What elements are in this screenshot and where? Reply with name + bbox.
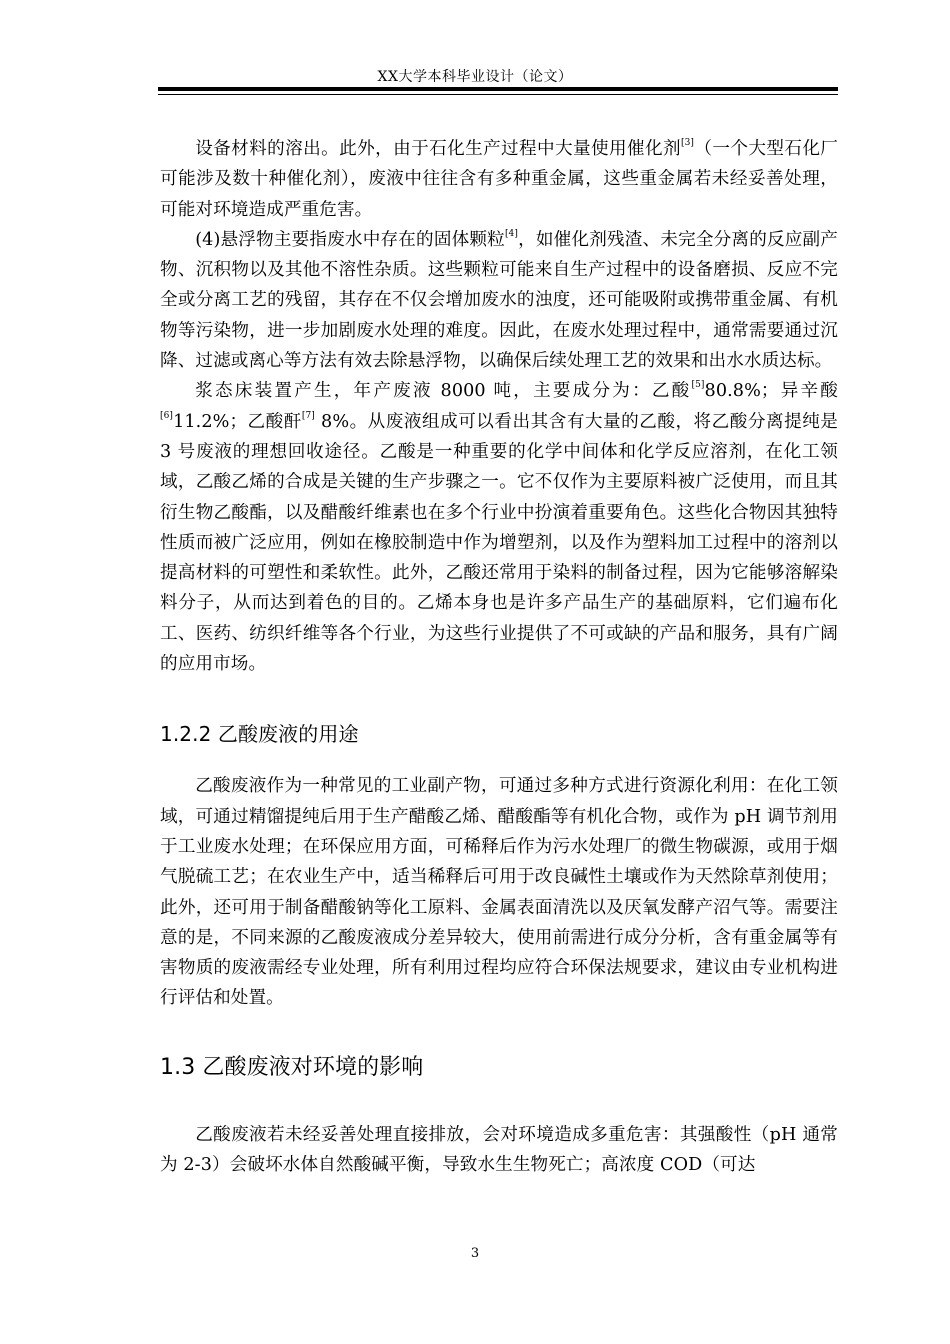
- document-body: [160, 134, 838, 1180]
- paragraph-environment-impact: 乙酸废液若未经妥善处理直接排放，会对环境造成多重危害：其强酸性（pH 通常为 2-3）会破坏水体自然酸碱平衡，导致水生生物死亡；高浓度 COD（可达: [160, 1124, 838, 1176]
- citation-6: [6]: [160, 410, 174, 421]
- paragraph-uses: 乙酸废液作为一种常见的工业副产物，可通过多种方式进行资源化利用：在化工领域，可通过精馏提纯后用于生产醋酸乙烯、醋酸酯等有机化合物，或作为 pH 调节剂用于工业废水处理；在环保应用方面，可稀释后作为污水处理厂的微生物碳源，或用于烟气脱硫工艺；在农业生产中，适当稀释后可用于改良碱性土壤或作为天然除草剂使用；此外，还可用于制备醋酸钠等化工原料、金属表面清洗以及厌氧发酵产沼气等。需要注意的是，不同来源的乙酸废液成分差异较大，使用前需进行成分分析，含有重金属等有害物质的废液需经专业处理，所有利用过程均应符合环保法规要求，建议由专业机构进行评估和处置。: [160, 776, 838, 1009]
- citation-4: [4]: [504, 228, 518, 239]
- paragraph-continuation: 设备材料的溶出。此外，由于石化生产过程中大量使用催化剂[3]（一个大型石化厂可能涉及数十种催化剂），废液中往往含有多种重金属，这些重金属若未经妥善处理，可能对环境造成严重危害。: [160, 138, 839, 220]
- paragraph-suspended-solids: (4)悬浮物主要指废水中存在的固体颗粒[4]，如催化剂残渣、未完全分离的反应副产物、沉积物以及其他不溶性杂质。这些颗粒可能来自生产过程中的设备磨损、反应不完全或分离工艺的残留，其存在不仅会增加废水的浊度，还可能吸附或携带重金属、有机物等污染物，进一步加剧废水处理的难度。因此，在废水处理过程中，通常需要通过沉降、过滤或离心等方法有效去除悬浮物，以确保后续处理工艺的效果和出水水质达标。: [160, 228, 838, 372]
- citation-7: [7]: [301, 410, 315, 421]
- header-rule-thin: [158, 94, 838, 95]
- page-header: XX大学本科毕业设计（论文）: [377, 69, 573, 85]
- citation-3: [3]: [681, 138, 695, 148]
- section-heading-1-2-2: 1.2.2 乙酸废液的用途: [160, 722, 359, 747]
- page-number: 3: [470, 1246, 480, 1261]
- section-heading-1-3: 1.3 乙酸废液对环境的影响: [160, 1054, 424, 1080]
- paragraph-waste-composition: 浆态床装置产生，年产废液 8000 吨，主要成分为：乙酸[5]80.8%；异辛酸[6]11.2%；乙酸酐[7] 8%。从废液组成可以看出其含有大量的乙酸，将乙酸分离提纯是 3 号废液的理想回收途径。乙酸是一种重要的化学中间体和化学反应溶剂，在化工领域，乙酸乙烯的合成是关键的生产步骤之一。它不仅作为主要原料被广泛使用，而且其衍生物乙酸酯，以及醋酸纤维素也在多个行业中扮演着重要角色。这些化合物因其独特性质而被广泛应用，例如在橡胶制造中作为增塑剂，以及作为塑料加工过程中的溶剂以提高材料的可塑性和柔软性。此外，乙酸还常用于染料的制备过程，因为它能够溶解染料分子，从而达到着色的目的。乙烯本身也是许多产品生产的基础原料，它们遍布化工、医药、纺织纤维等各个行业，为这些行业提供了不可或缺的产品和服务，具有广阔的应用市场。: [160, 380, 839, 675]
- citation-5: [5]: [691, 380, 705, 391]
- header-rule-thick: [158, 87, 838, 91]
